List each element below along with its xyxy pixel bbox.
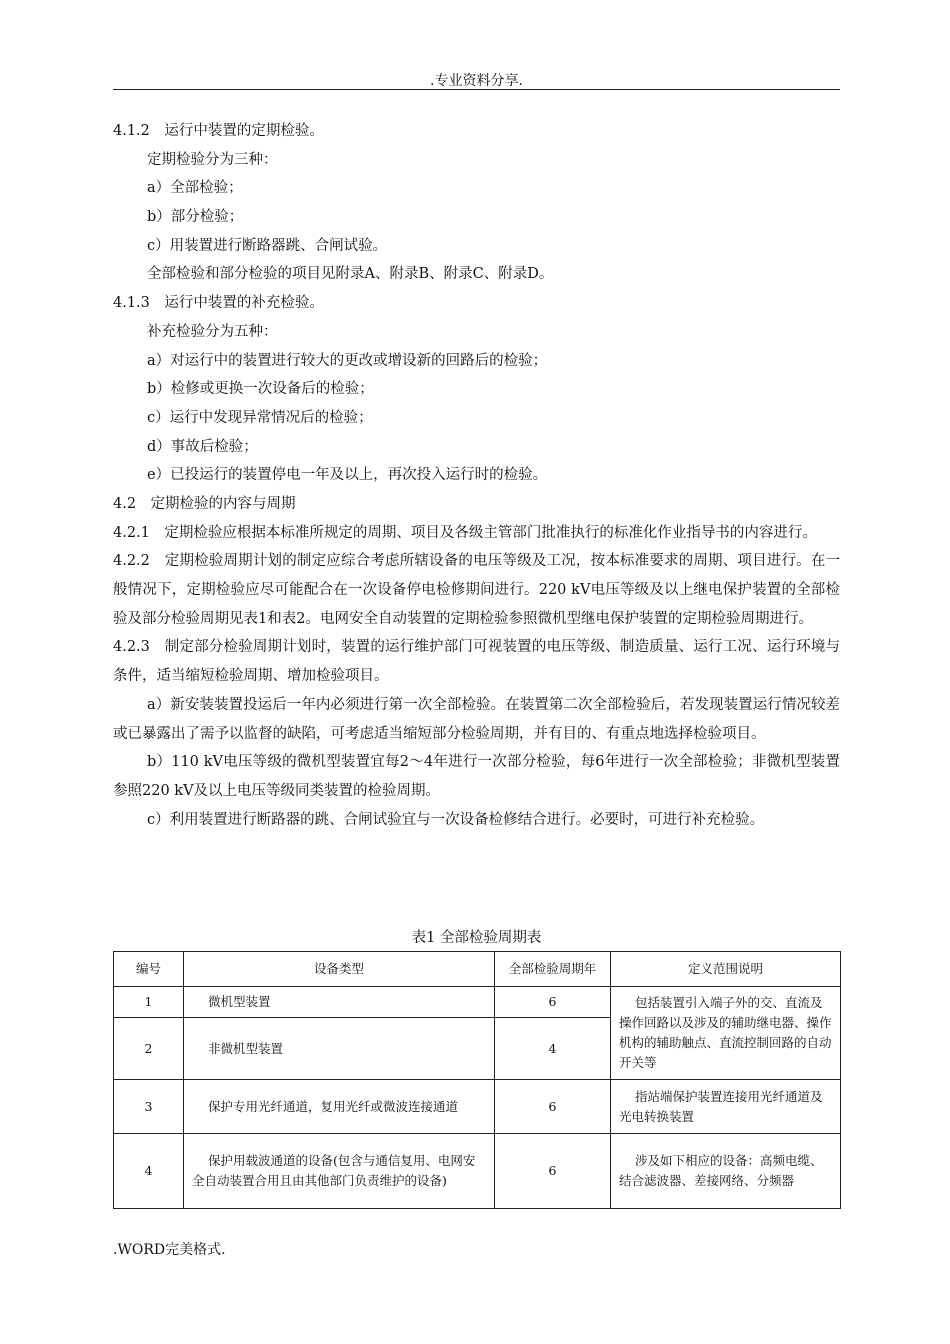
table-row <box>114 987 841 1018</box>
paragraph-4-2-3-b: b）110 kV电压等级的微机型装置宜每2～4年进行一次部分检验，每6年进行一次全部检验；非微机型装置参照220 kV及以上电压等级同类装置的检验周期。 <box>113 754 840 799</box>
period-years: 6 <box>495 1080 611 1134</box>
header-rule <box>113 89 840 90</box>
list-item-e: e）已投运行的装置停电一年及以上，再次投入运行时的检验。 <box>147 467 548 484</box>
list-item-a: a）对运行中的装置进行较大的更改或增设新的回路后的检验； <box>147 352 548 369</box>
page-footer: .WORD完美格式. <box>113 1242 226 1258</box>
table-row <box>114 1134 841 1209</box>
column-header-scope: 定义范围说明 <box>611 952 841 987</box>
section-4-2-heading: 4.2 定期检验的内容与周期 <box>113 495 296 512</box>
paragraph-4-2-1: 4.2.1 定期检验应根据本标准所规定的周期、项目及各级主管部门批准执行的标准化作业指导书的内容进行。 <box>113 524 817 541</box>
column-header-number: 编号 <box>114 952 184 987</box>
page-header: .专业资料分享. <box>430 73 523 89</box>
device-type: 保护用载波通道的设备(包含与通信复用、电网安全自动装置合用且由其他部门负责维护的设备) <box>184 1134 495 1209</box>
section-4-1-3-intro: 补充检验分为五种： <box>147 323 278 340</box>
inspection-period-table <box>113 951 841 1209</box>
column-header-period: 全部检验周期年 <box>495 952 611 987</box>
device-type: 保护专用光纤通道，复用光纤或微波连接通道 <box>184 1080 495 1134</box>
row-number: 2 <box>114 1018 184 1080</box>
scope-description: 包括装置引入端子外的交、直流及操作回路以及涉及的辅助继电器、操作机构的辅助触点、直流控制回路的自动开关等 <box>611 987 841 1080</box>
scope-description: 指站端保护装置连接用光纤通道及光电转换装置 <box>611 1080 841 1134</box>
section-4-1-2-intro: 定期检验分为三种： <box>147 151 278 168</box>
list-item-a: a）全部检验； <box>147 180 243 197</box>
paragraph-4-2-3: 4.2.3 制定部分检验周期计划时，装置的运行维护部门可视装置的电压等级、制造质量、运行工况、运行环境与条件，适当缩短检验周期、增加检验项目。 <box>113 639 840 685</box>
column-header-device-type: 设备类型 <box>184 952 495 987</box>
period-years: 4 <box>495 1018 611 1080</box>
paragraph-4-2-3-a: a）新安装装置投运后一年内必须进行第一次全部检验。在装置第二次全部检验后，若发现装置运行情况较差或已暴露出了需予以监督的缺陷，可考虑适当缩短部分检验周期，并有目的、有重点地选择检验项目。 <box>113 696 840 742</box>
row-number: 4 <box>114 1134 184 1209</box>
table-row <box>114 1080 841 1134</box>
row-number: 3 <box>114 1080 184 1134</box>
document-body <box>113 117 840 834</box>
table-header-row <box>114 952 841 987</box>
row-number: 1 <box>114 987 184 1018</box>
list-item-c: c）运行中发现异常情况后的检验； <box>147 409 373 426</box>
device-type: 非微机型装置 <box>184 1018 495 1080</box>
list-item-c: c）用装置进行断路器跳、合闸试验。 <box>147 237 388 254</box>
scope-description: 涉及如下相应的设备：高频电缆、结合滤波器、差接网络、分频器 <box>611 1134 841 1209</box>
table-caption: 表1 全部检验周期表 <box>411 930 542 946</box>
paragraph-4-2-3-c: c）利用装置进行断路器的跳、合闸试验宜与一次设备检修结合进行。必要时，可进行补充检验。 <box>147 811 765 828</box>
list-item-b: b）部分检验； <box>147 209 244 226</box>
section-4-1-2-heading: 4.1.2 运行中装置的定期检验。 <box>113 123 324 139</box>
period-years: 6 <box>495 1134 611 1209</box>
section-4-1-3-heading: 4.1.3 运行中装置的补充检验。 <box>113 295 324 312</box>
period-years: 6 <box>495 987 611 1018</box>
paragraph-4-2-2: 4.2.2 定期检验周期计划的制定应综合考虑所辖设备的电压等级及工况，按本标准要求的周期、项目进行。在一般情况下，定期检验应尽可能配合在一次设备停电检修期间进行。220 kV电压等级及以上继电保护装置的全部检验及部分检验周期见表1和表2。电网安全自动装置的定期检验参照微机型继电保护装置的定期检验周期进行。 <box>113 553 840 627</box>
list-item-b: b）检修或更换一次设备后的检验； <box>147 381 374 398</box>
list-item-d: d）事故后检验； <box>147 438 258 455</box>
appendix-note: 全部检验和部分检验的项目见附录A、附录B、附录C、附录D。 <box>147 266 554 283</box>
device-type: 微机型装置 <box>184 987 495 1018</box>
